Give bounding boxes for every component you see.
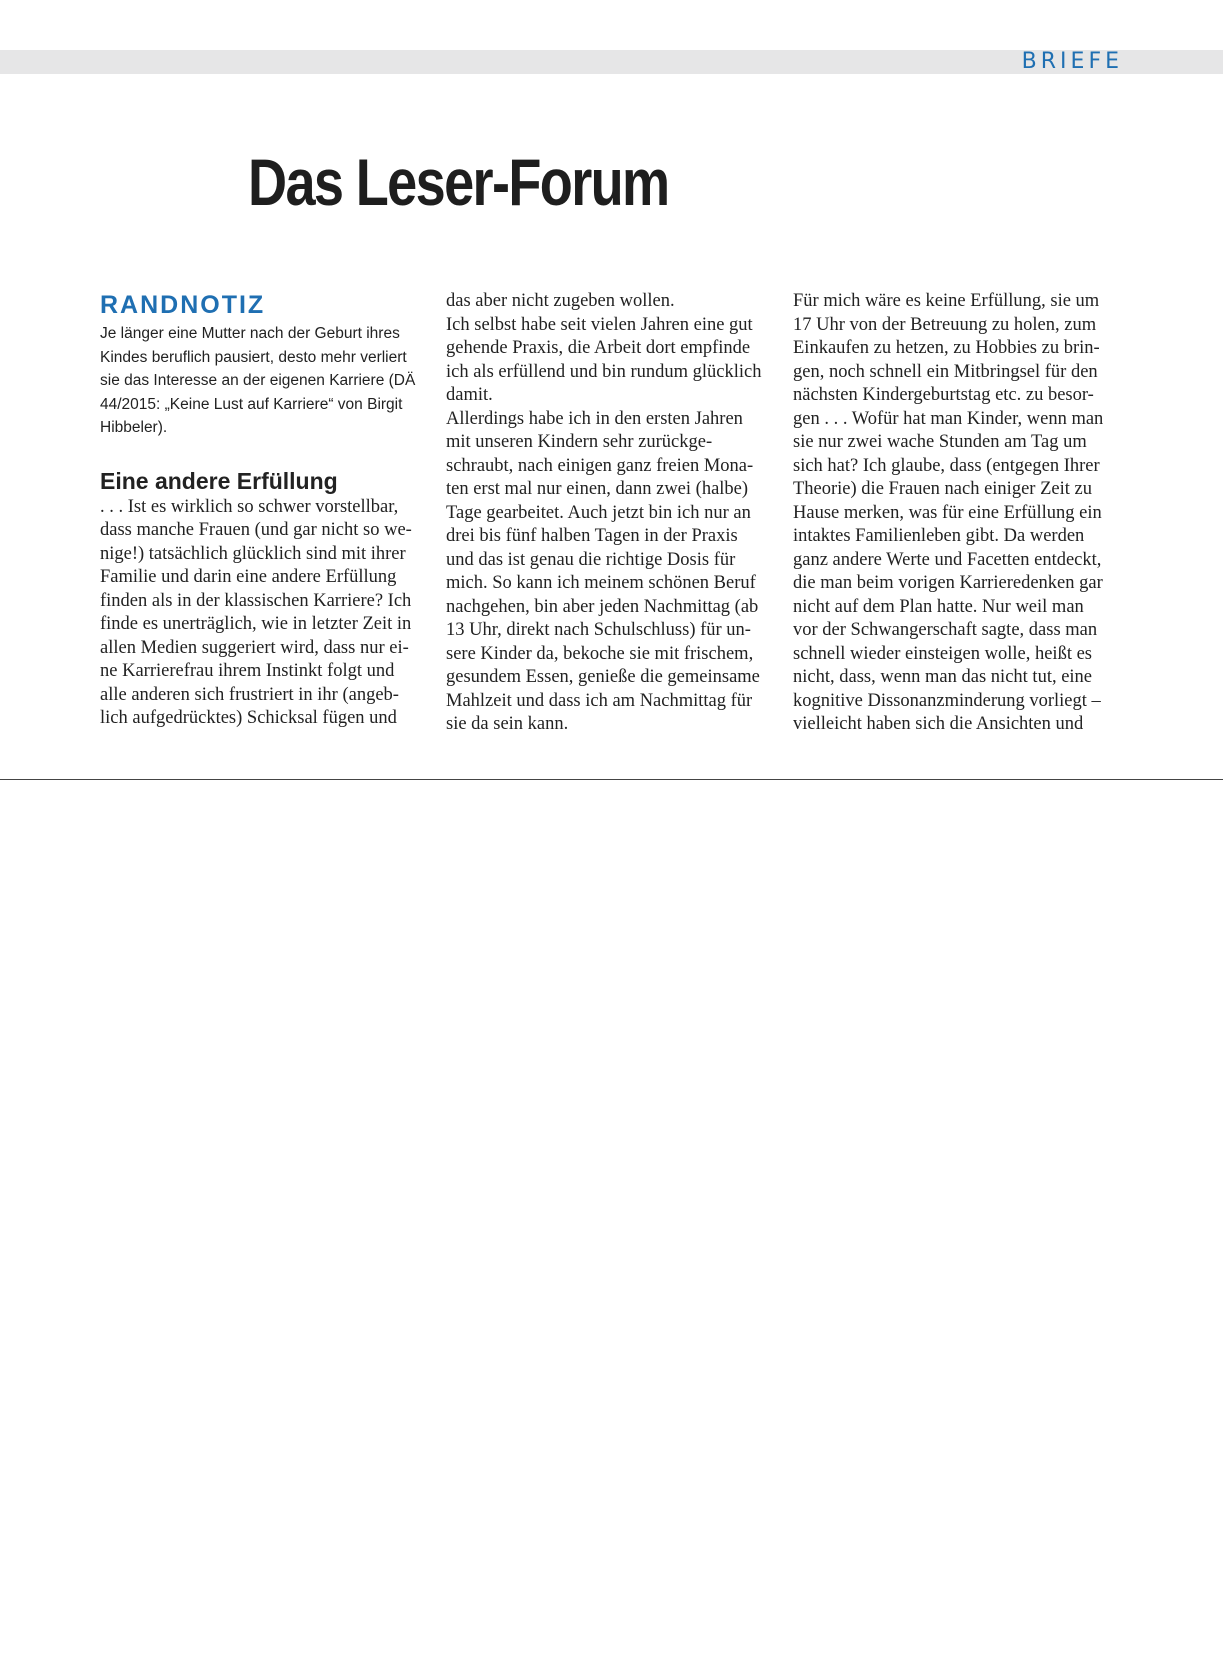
page-title: Das Leser-Forum	[248, 145, 669, 219]
text-line: damit.	[446, 385, 493, 405]
column-1	[100, 290, 430, 731]
text-line: intaktes Familienleben gibt. Da werden	[793, 526, 1085, 546]
divider-line	[0, 779, 1223, 780]
text-line: ich als erfüllend und bin rundum glücklich	[446, 361, 762, 382]
randnotiz-line: sie das Interesse an der eigenen Karriere (DÄ	[100, 372, 416, 389]
randnotiz-line: Hibbeler).	[100, 419, 168, 436]
text-line: vielleicht haben sich die Ansichten und	[793, 714, 1084, 734]
text-line: das aber nicht zugeben wollen.	[446, 291, 675, 311]
randnotiz-line: 44/2015: „Keine Lust auf Karriere“ von Birgit	[100, 395, 403, 413]
text-line: nige!) tatsächlich glücklich sind mit ihrer	[100, 543, 406, 564]
text-line: kognitive Dissonanzminderung vorliegt –	[793, 690, 1101, 711]
text-line: gesundem Essen, genieße die gemeinsame	[446, 667, 760, 687]
text-line: gen . . . Wofür hat man Kinder, wenn man	[793, 408, 1104, 429]
text-line: Für mich wäre es keine Erfüllung, sie um	[793, 291, 1100, 311]
text-line: finden als in der klassischen Karriere? Ich	[100, 590, 412, 611]
text-line: dass manche Frauen (und gar nicht so we-	[100, 520, 412, 540]
text-line: sere Kinder da, bekoche sie mit frischem,	[446, 643, 754, 664]
randnotiz-line: Je länger eine Mutter nach der Geburt ihres	[100, 325, 400, 342]
text-line: alle anderen sich frustriert in ihr (angeb-	[100, 684, 399, 705]
text-line: 17 Uhr von der Betreuung zu holen, zum	[793, 314, 1097, 335]
text-line: Mahlzeit und dass ich am Nachmittag für	[446, 690, 753, 711]
text-line: Familie und darin eine andere Erfüllung	[100, 567, 397, 587]
text-line: nächsten Kindergeburtstag etc. zu besor-	[793, 385, 1094, 405]
letter-text-column-3	[793, 290, 1123, 737]
text-line: gen, noch schnell ein Mitbringsel für den	[793, 361, 1098, 382]
text-line: Theorie) die Frauen nach einiger Zeit zu	[793, 479, 1092, 499]
text-line: und das ist genau die richtige Dosis für	[446, 549, 736, 570]
text-line: Ich selbst habe seit vielen Jahren eine gut	[446, 314, 753, 335]
letter-text-column-1	[100, 496, 430, 731]
text-line: . . . Ist es wirklich so schwer vorstellbar,	[100, 496, 399, 517]
text-line: Hause merken, was für eine Erfüllung ein	[793, 502, 1102, 523]
text-line: sie nur zwei wache Stunden am Tag um	[793, 432, 1087, 452]
text-line: lich aufgedrücktes) Schicksal fügen und	[100, 708, 397, 728]
text-line: nachgehen, bin aber jeden Nachmittag (ab	[446, 596, 759, 617]
text-line: allen Medien suggeriert wird, dass nur ei-	[100, 637, 409, 658]
randnotiz-text	[100, 322, 430, 440]
text-line: Allerdings habe ich in den ersten Jahren	[446, 408, 743, 429]
text-line: gehende Praxis, die Arbeit dort empfinde	[446, 338, 751, 358]
text-line: mit unseren Kindern sehr zurückge-	[446, 432, 713, 452]
letter-text-column-2	[446, 290, 776, 737]
letter-heading: Eine andere Erfüllung	[100, 467, 338, 494]
section-label: BRIEFE	[1021, 49, 1123, 74]
text-line: vor der Schwangerschaft sagte, dass man	[793, 620, 1098, 640]
randnotiz-label: RANDNOTIZ	[100, 291, 266, 319]
text-line: sie da sein kann.	[446, 714, 569, 734]
text-line: 13 Uhr, direkt nach Schulschluss) für un-	[446, 620, 751, 640]
text-line: schraubt, nach einigen ganz freien Mona-	[446, 455, 754, 476]
text-line: finde es unerträglich, wie in letzter Zeit in	[100, 614, 412, 634]
randnotiz-line: Kindes beruflich pausiert, desto mehr verliert	[100, 348, 407, 366]
text-line: nicht auf dem Plan hatte. Nur weil man	[793, 596, 1084, 617]
text-line: ten erst mal nur einen, dann zwei (halbe)	[446, 479, 749, 499]
text-line: Einkaufen zu hetzen, zu Hobbies zu brin-	[793, 338, 1100, 358]
text-line: ganz andere Werte und Facetten entdeckt,	[793, 549, 1102, 570]
text-line: mich. So kann ich meinem schönen Beruf	[446, 573, 756, 593]
text-line: drei bis fünf halben Tagen in der Praxis	[446, 526, 738, 546]
text-line: schnell wieder einsteigen wolle, heißt es	[793, 643, 1092, 664]
text-line: nicht, dass, wenn man das nicht tut, eine	[793, 667, 1093, 687]
text-line: die man beim vorigen Karrieredenken gar	[793, 573, 1103, 593]
text-line: sich hat? Ich glaube, dass (entgegen Ihrer	[793, 455, 1100, 476]
text-line: Tage gearbeitet. Auch jetzt bin ich nur an	[446, 502, 751, 523]
text-line: ne Karrierefrau ihrem Instinkt folgt und	[100, 661, 395, 681]
